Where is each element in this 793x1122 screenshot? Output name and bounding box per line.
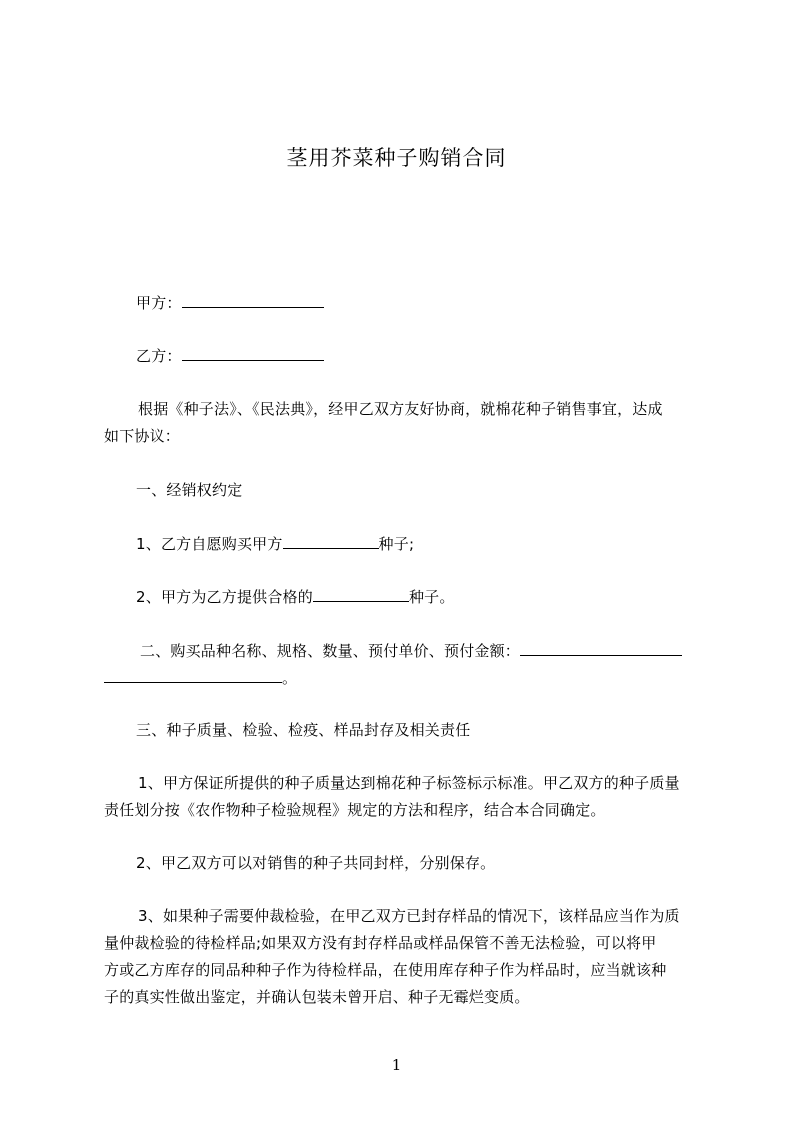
item1-2-prefix: 2、甲方为乙方提供合格的	[136, 588, 313, 606]
item3-1-line-2: 责任划分按《农作物种子检验规程》规定的方法和程序，结合本合同确定。	[104, 801, 606, 819]
page-number: 1	[391, 1056, 402, 1074]
section2-end: 。	[282, 669, 298, 687]
item1-2-suffix: 种子。	[408, 588, 455, 606]
item3-3-line-1: 3、如果种子需要仲裁检验，在甲乙双方已封存样品的情况下，该样品应当作为质	[138, 907, 680, 925]
item3-3-line-2: 量仲裁检验的待检样品;如果双方没有封存样品或样品保管不善无法检验，可以将甲	[104, 934, 657, 952]
item3-1-line-1: 1、甲方保证所提供的种子质量达到棉花种子标签标示标准。甲乙双方的种子质量	[138, 774, 680, 792]
section1-heading: 一、经销权约定	[136, 481, 243, 499]
section3-heading: 三、种子质量、检验、检疫、样品封存及相关责任	[136, 721, 471, 739]
section2-blank-1	[520, 640, 682, 656]
party-b-line	[136, 345, 324, 366]
party-b-label: 乙方：	[136, 347, 182, 365]
section2-line-2	[104, 667, 297, 688]
item3-3-line-3: 方或乙方库存的同品种种子作为待检样品，在使用库存种子作为样品时，应当就该种	[104, 961, 667, 979]
item3-2: 2、甲乙双方可以对销售的种子共同封样，分别保存。	[136, 854, 496, 872]
party-a-line	[136, 292, 324, 313]
item1-1-suffix: 种子;	[378, 535, 415, 553]
section2-blank-2	[104, 667, 282, 683]
party-b-blank	[182, 345, 324, 361]
section2-text: 二、购买品种名称、规格、数量、预付单价、预付金额：	[140, 642, 521, 660]
document-title: 茎用芥菜种子购销合同	[286, 146, 507, 170]
item1-1-blank	[283, 533, 379, 549]
intro-line-2: 如下协议：	[104, 427, 181, 445]
item3-3-line-4: 子的真实性做出鉴定，并确认包装未曾开启、种子无霉烂变质。	[104, 988, 530, 1006]
section2-line-1	[140, 640, 682, 661]
intro-line-1: 根据《种子法》、《民法典》，经甲乙双方友好协商，就棉花种子销售事宜，达成	[138, 400, 663, 418]
party-a-blank	[182, 292, 324, 308]
item1-1	[136, 533, 414, 554]
item1-2	[136, 586, 455, 607]
item1-2-blank	[313, 586, 409, 602]
item1-1-prefix: 1、乙方自愿购买甲方	[136, 535, 283, 553]
party-a-label: 甲方：	[136, 294, 182, 312]
